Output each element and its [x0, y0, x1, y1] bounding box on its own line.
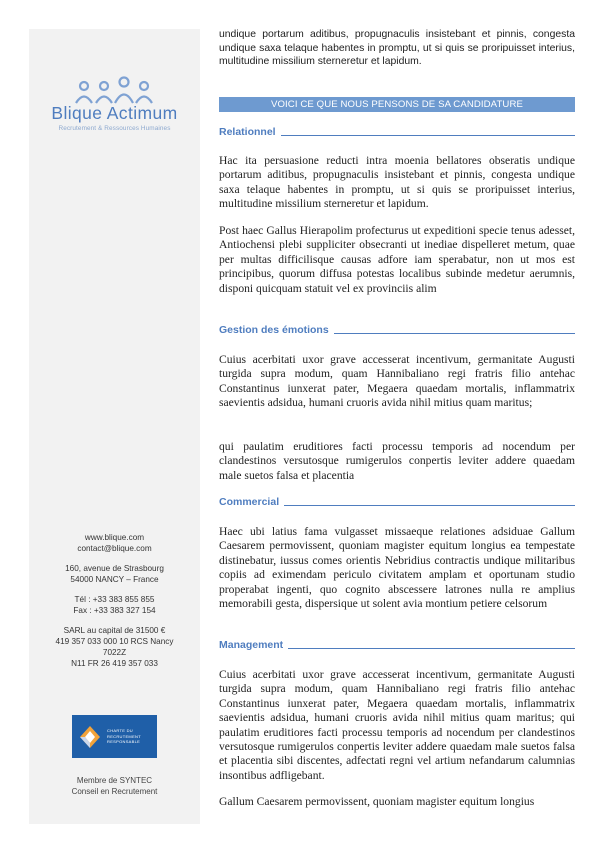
- company-naf: 7022Z: [102, 648, 127, 657]
- paragraph: Gallum Caesarem permovissent, quoniam magister equitum longius: [219, 795, 535, 808]
- badge-line: RECRUTEMENT: [107, 733, 141, 739]
- logo-tagline: Recrutement & Ressources Humaines: [58, 125, 171, 132]
- company-vat: N11 FR 26 419 357 033: [71, 659, 158, 668]
- membership-line: Conseil en Recrutement: [71, 787, 158, 796]
- section-title: Commercial: [219, 496, 280, 508]
- people-group-icon: [72, 75, 158, 105]
- phone-number: Tél : +33 383 855 855: [74, 595, 155, 604]
- section-rule: [281, 135, 575, 136]
- badge-line: RESPONSABLE: [107, 739, 141, 745]
- section-heading-commercial: [219, 496, 575, 508]
- charter-badge-text: [107, 728, 141, 745]
- section-title: Relationnel: [219, 126, 276, 138]
- section-title: Gestion des émotions: [219, 324, 329, 336]
- section-heading-gestion-emotions: [219, 324, 575, 336]
- section-rule: [334, 333, 575, 334]
- sidebar: [29, 29, 200, 824]
- intro-paragraph: undique portarum aditibus, propugnaculis insistebant et pinnis, congesta undique saxa telaque habentes in promptu, ut si quis se proripuisset interius, multitudine missilium sterneretur et lapidum.: [219, 29, 575, 68]
- website-link[interactable]: www.blique.com: [84, 533, 145, 542]
- company-rcs: 419 357 033 000 10 RCS Nancy: [55, 637, 174, 646]
- paragraph: Haec ubi latius fama vulgasset missaeque relationes adsiduae Gallum Caesarem permovissent, quoniam magister equitum longius ea tempestate distinebatur, iussus comes orientis Nebridius contractis undique militaribus copiis ad eximendam periculo civitatem amplam et oportunam studio properabat ingenti, quo cognito abscessere latrones nulla re amplius memorabili gesta, dispersique ut solent avia montium petiere celsorum: [219, 525, 575, 611]
- section-rule: [288, 648, 575, 649]
- charter-badge: [72, 715, 157, 758]
- company-logo: [29, 75, 200, 132]
- section-heading-management: [219, 639, 575, 651]
- paragraph: Cuius acerbitati uxor grave accesserat incentivum, germanitate Augusti turgida supra modum, quam Hannibaliano regi fratris filio antehac Constantinus iunxerat pater, Megaera quaedam mortalis, inflammatrix saevientis adsidua, humani cruoris avida nihil mitius quam maritus; qui paulatim eruditiores facti processu temporis ad nocendum per clandestinos versutosque rumigerulos conpertis leviter addere quaedam male suetos falsa et placentia sibi discentes, adfectati regni vel artium nefandarum calumnias insontibus adfligebant.: [219, 668, 575, 782]
- contact-block: [29, 532, 200, 669]
- address-city: 54000 NANCY – France: [70, 575, 159, 584]
- section-banner: VOICI CE QUE NOUS PENSONS DE SA CANDIDATURE: [219, 97, 575, 112]
- section-title: Management: [219, 639, 284, 651]
- paragraph: Cuius acerbitati uxor grave accesserat incentivum, germanitate Augusti turgida supra modum, quam Hannibaliano regi fratris filio antehac Constantinus iunxerat pater, Megaera quaedam mortalis, inflammatrix saevientis adsidua, humani cruoris avida nihil mitius quam maritus;: [219, 353, 575, 410]
- charter-logo-icon: [79, 725, 101, 749]
- section-rule: [284, 505, 575, 506]
- paragraph: qui paulatim eruditiores facti processu temporis ad nocendum per clandestinos versutosque rumigerulos conpertis leviter addere quaedam male suetos falsa et placentia: [219, 440, 575, 482]
- email-link[interactable]: contact@blique.com: [77, 544, 152, 553]
- membership-note: [29, 775, 200, 797]
- address-line: 160, avenue de Strasbourg: [65, 564, 164, 573]
- company-capital: SARL au capital de 31500 €: [63, 626, 166, 635]
- paragraph: Hac ita persuasione reducti intra moenia bellatores obseratis undique portarum aditibus, propugnaculis insistebant et pinnis, congesta undique saxa telaque habentes in promptu, ut si quis se proripuisset interius, multitudine missilium sterneretur et lapidum.: [219, 154, 575, 211]
- fax-number: Fax : +33 383 327 154: [73, 606, 156, 615]
- intro-block: [219, 28, 575, 69]
- badge-line: CHARTE DU: [107, 728, 133, 734]
- paragraph: Post haec Gallus Hierapolim profecturus ut expeditioni specie tenus adesset, Antiochensi plebi suppliciter obsecranti ut inediae dispelleret metum, quae per multas difficilisque causas adfore iam sperabatur, non ut mos est principibus, quorum diffusa potestas localibus subinde medetur aerumnis, disponi quicquam statuit vel ex provinciis alim: [219, 224, 575, 295]
- membership-line: Membre de SYNTEC: [76, 776, 153, 785]
- logo-name: Blique Actimum: [51, 103, 178, 123]
- section-heading-relationnel: [219, 126, 575, 138]
